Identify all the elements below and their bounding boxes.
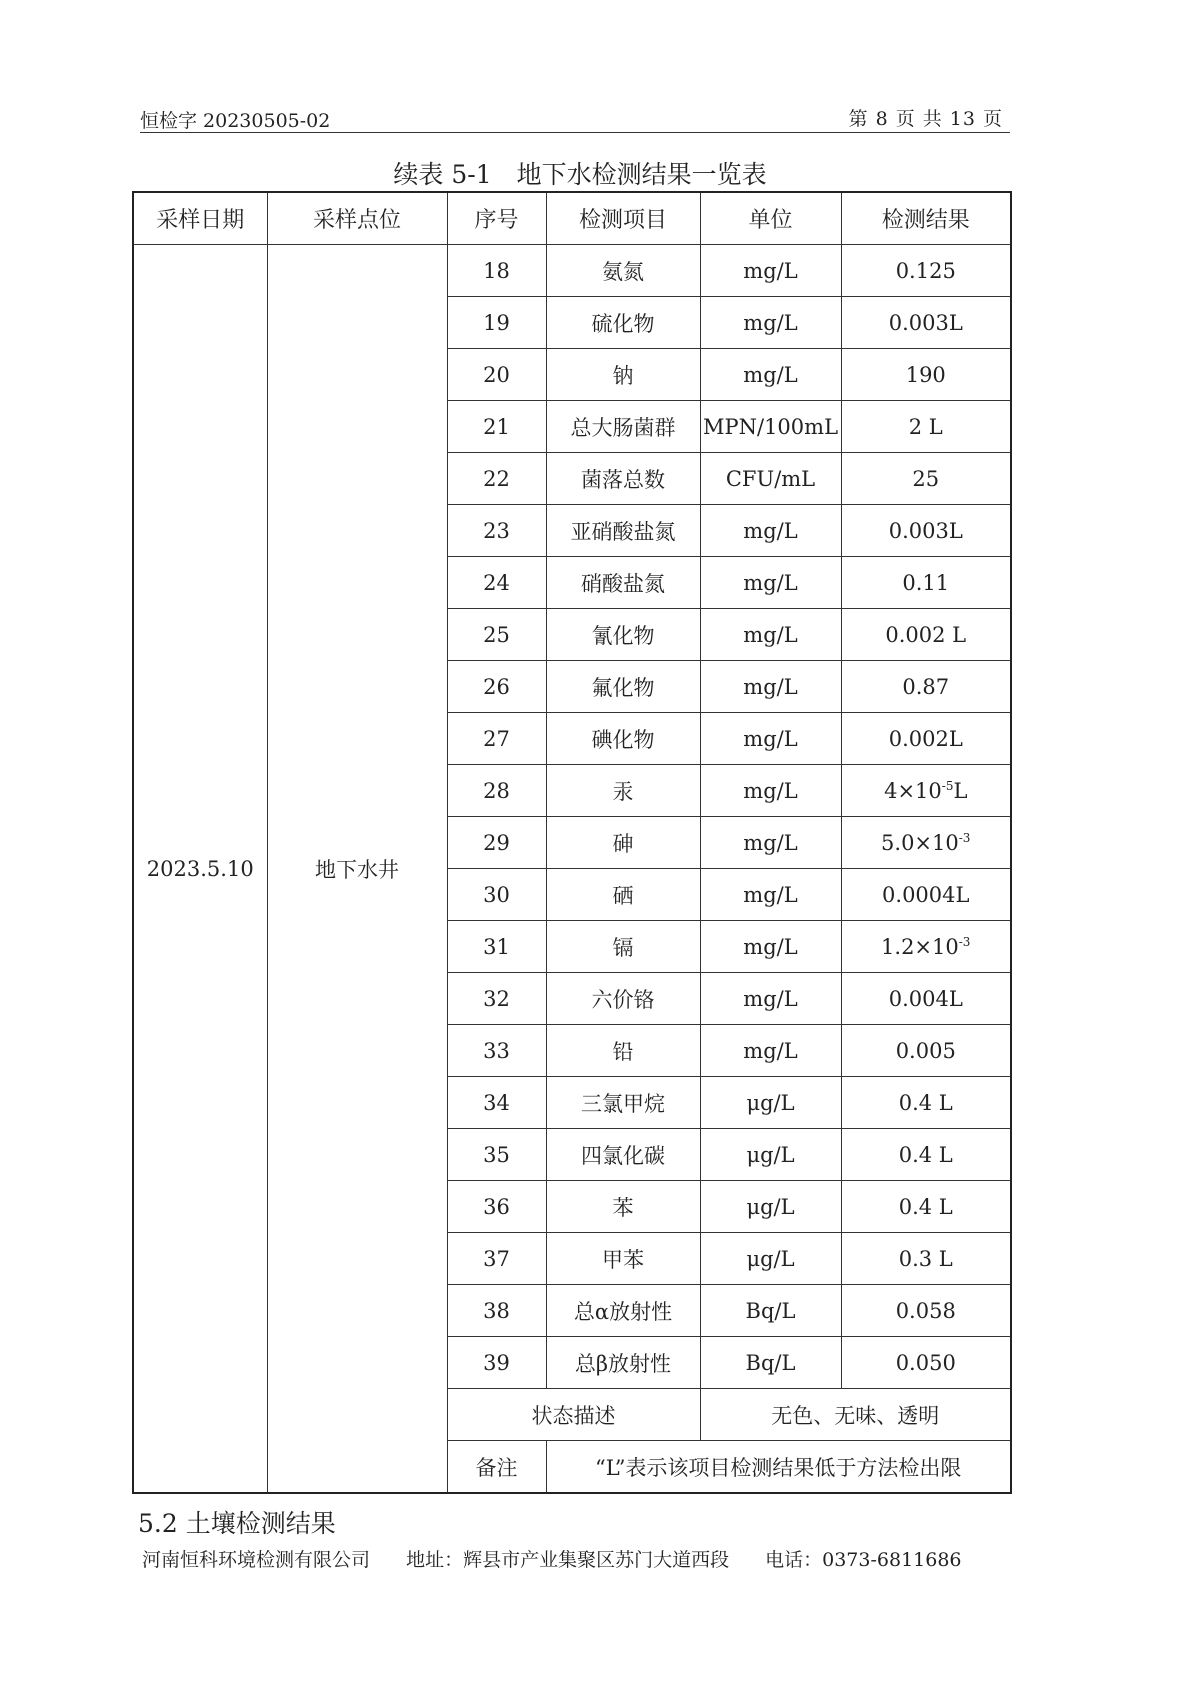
footer-phone: 电话：0373-6811686	[765, 1549, 962, 1571]
result	[841, 297, 1011, 349]
result-value: 0.87	[902, 674, 950, 699]
result-value: 0.0004L	[882, 882, 970, 907]
test-item: 菌落总数	[546, 453, 700, 505]
unit: mg/L	[700, 297, 841, 349]
test-item: 汞	[546, 765, 700, 817]
result	[841, 1233, 1011, 1285]
test-item: 六价铬	[546, 973, 700, 1025]
test-item: 四氯化碳	[546, 1129, 700, 1181]
column-header: 采样日期	[133, 192, 267, 245]
remark-value: “L”表示该项目检测结果低于方法检出限	[546, 1441, 1011, 1494]
test-item: 硒	[546, 869, 700, 921]
footer-company: 河南恒科环境检测有限公司	[142, 1549, 371, 1571]
column-header: 检测项目	[546, 192, 700, 245]
unit: mg/L	[700, 921, 841, 973]
unit: mg/L	[700, 661, 841, 713]
result	[841, 1337, 1011, 1389]
result-value: 2 L	[908, 414, 943, 439]
column-header: 序号	[447, 192, 546, 245]
row-number: 32	[447, 973, 546, 1025]
result	[841, 557, 1011, 609]
unit: mg/L	[700, 245, 841, 297]
test-item: 硫化物	[546, 297, 700, 349]
row-number: 35	[447, 1129, 546, 1181]
result	[841, 1025, 1011, 1077]
test-item: 氨氮	[546, 245, 700, 297]
result-value: 0.058	[895, 1298, 956, 1323]
test-item: 总α放射性	[546, 1285, 700, 1337]
result-value: 4×10	[884, 778, 942, 803]
test-item: 苯	[546, 1181, 700, 1233]
result	[841, 1285, 1011, 1337]
result-value: 0.004L	[888, 986, 963, 1011]
sampling-location: 地下水井	[267, 245, 447, 1494]
unit: mg/L	[700, 817, 841, 869]
unit: mg/L	[700, 349, 841, 401]
column-header: 检测结果	[841, 192, 1011, 245]
result-value: 0.002 L	[885, 622, 967, 647]
result-exponent: -5	[941, 778, 954, 793]
test-item: 砷	[546, 817, 700, 869]
status-label: 状态描述	[447, 1389, 700, 1441]
test-item: 钠	[546, 349, 700, 401]
row-number: 37	[447, 1233, 546, 1285]
remark-label: 备注	[447, 1441, 546, 1494]
row-number: 23	[447, 505, 546, 557]
unit: μg/L	[700, 1181, 841, 1233]
test-item: 总大肠菌群	[546, 401, 700, 453]
unit: mg/L	[700, 765, 841, 817]
row-number: 29	[447, 817, 546, 869]
result-value: 0.002L	[888, 726, 963, 751]
unit: CFU/mL	[700, 453, 841, 505]
row-number: 21	[447, 401, 546, 453]
result	[841, 609, 1011, 661]
result-value: 0.003L	[888, 310, 963, 335]
unit: mg/L	[700, 557, 841, 609]
test-item: 镉	[546, 921, 700, 973]
row-number: 34	[447, 1077, 546, 1129]
test-item: 氰化物	[546, 609, 700, 661]
unit: mg/L	[700, 1025, 841, 1077]
unit: mg/L	[700, 713, 841, 765]
result-value: 0.3 L	[898, 1246, 953, 1271]
result	[841, 973, 1011, 1025]
footer	[142, 1545, 992, 1572]
column-header: 采样点位	[267, 192, 447, 245]
unit: mg/L	[700, 505, 841, 557]
result	[841, 1181, 1011, 1233]
result-value: 5.0×10	[881, 830, 959, 855]
result	[841, 713, 1011, 765]
unit: μg/L	[700, 1233, 841, 1285]
table-header-row	[133, 192, 1011, 245]
result	[841, 505, 1011, 557]
test-item: 甲苯	[546, 1233, 700, 1285]
result-suffix: L	[953, 778, 968, 803]
test-item: 碘化物	[546, 713, 700, 765]
row-number: 24	[447, 557, 546, 609]
page-number: 第 8 页 共 13 页	[848, 108, 1003, 130]
row-number: 27	[447, 713, 546, 765]
row-number: 19	[447, 297, 546, 349]
test-item: 总β放射性	[546, 1337, 700, 1389]
test-item: 三氯甲烷	[546, 1077, 700, 1129]
test-item: 铅	[546, 1025, 700, 1077]
row-number: 25	[447, 609, 546, 661]
sampling-date: 2023.5.10	[133, 245, 267, 1494]
result-value: 0.11	[902, 570, 950, 595]
row-number: 30	[447, 869, 546, 921]
row-number: 20	[447, 349, 546, 401]
result	[841, 765, 1011, 817]
result-value: 0.4 L	[898, 1090, 953, 1115]
unit: Bq/L	[700, 1337, 841, 1389]
result-value: 1.2×10	[881, 934, 959, 959]
table-row	[133, 245, 1011, 297]
groundwater-results-table	[132, 191, 1012, 1494]
result	[841, 453, 1011, 505]
footer-address: 地址：辉县市产业集聚区苏门大道西段	[406, 1549, 730, 1571]
result	[841, 245, 1011, 297]
result-exponent: -3	[958, 934, 971, 949]
result	[841, 1077, 1011, 1129]
result-value: 0.005	[895, 1038, 956, 1063]
row-number: 39	[447, 1337, 546, 1389]
header-divider	[140, 132, 1010, 133]
row-number: 26	[447, 661, 546, 713]
result	[841, 869, 1011, 921]
result-value: 25	[912, 466, 940, 491]
row-number: 36	[447, 1181, 546, 1233]
result-value: 0.050	[895, 1350, 956, 1375]
row-number: 31	[447, 921, 546, 973]
row-number: 18	[447, 245, 546, 297]
row-number: 33	[447, 1025, 546, 1077]
result-value: 0.4 L	[898, 1142, 953, 1167]
section-heading: 5.2 土壤检测结果	[138, 1509, 336, 1538]
result	[841, 401, 1011, 453]
result	[841, 661, 1011, 713]
result	[841, 921, 1011, 973]
unit: MPN/100mL	[700, 401, 841, 453]
row-number: 28	[447, 765, 546, 817]
unit: mg/L	[700, 973, 841, 1025]
test-item: 氟化物	[546, 661, 700, 713]
unit: μg/L	[700, 1077, 841, 1129]
test-item: 亚硝酸盐氮	[546, 505, 700, 557]
row-number: 22	[447, 453, 546, 505]
result	[841, 349, 1011, 401]
result-exponent: -3	[958, 830, 971, 845]
column-header: 单位	[700, 192, 841, 245]
result-value: 0.4 L	[898, 1194, 953, 1219]
status-value: 无色、无味、透明	[700, 1389, 1011, 1441]
report-number: 恒检字 20230505-02	[140, 110, 331, 132]
result	[841, 817, 1011, 869]
unit: μg/L	[700, 1129, 841, 1181]
result-value: 0.003L	[888, 518, 963, 543]
unit: mg/L	[700, 869, 841, 921]
unit: Bq/L	[700, 1285, 841, 1337]
result	[841, 1129, 1011, 1181]
row-number: 38	[447, 1285, 546, 1337]
test-item: 硝酸盐氮	[546, 557, 700, 609]
table-title: 续表 5-1 地下水检测结果一览表	[393, 160, 767, 189]
result-value: 0.125	[895, 258, 956, 283]
unit: mg/L	[700, 609, 841, 661]
result-value: 190	[905, 362, 946, 387]
